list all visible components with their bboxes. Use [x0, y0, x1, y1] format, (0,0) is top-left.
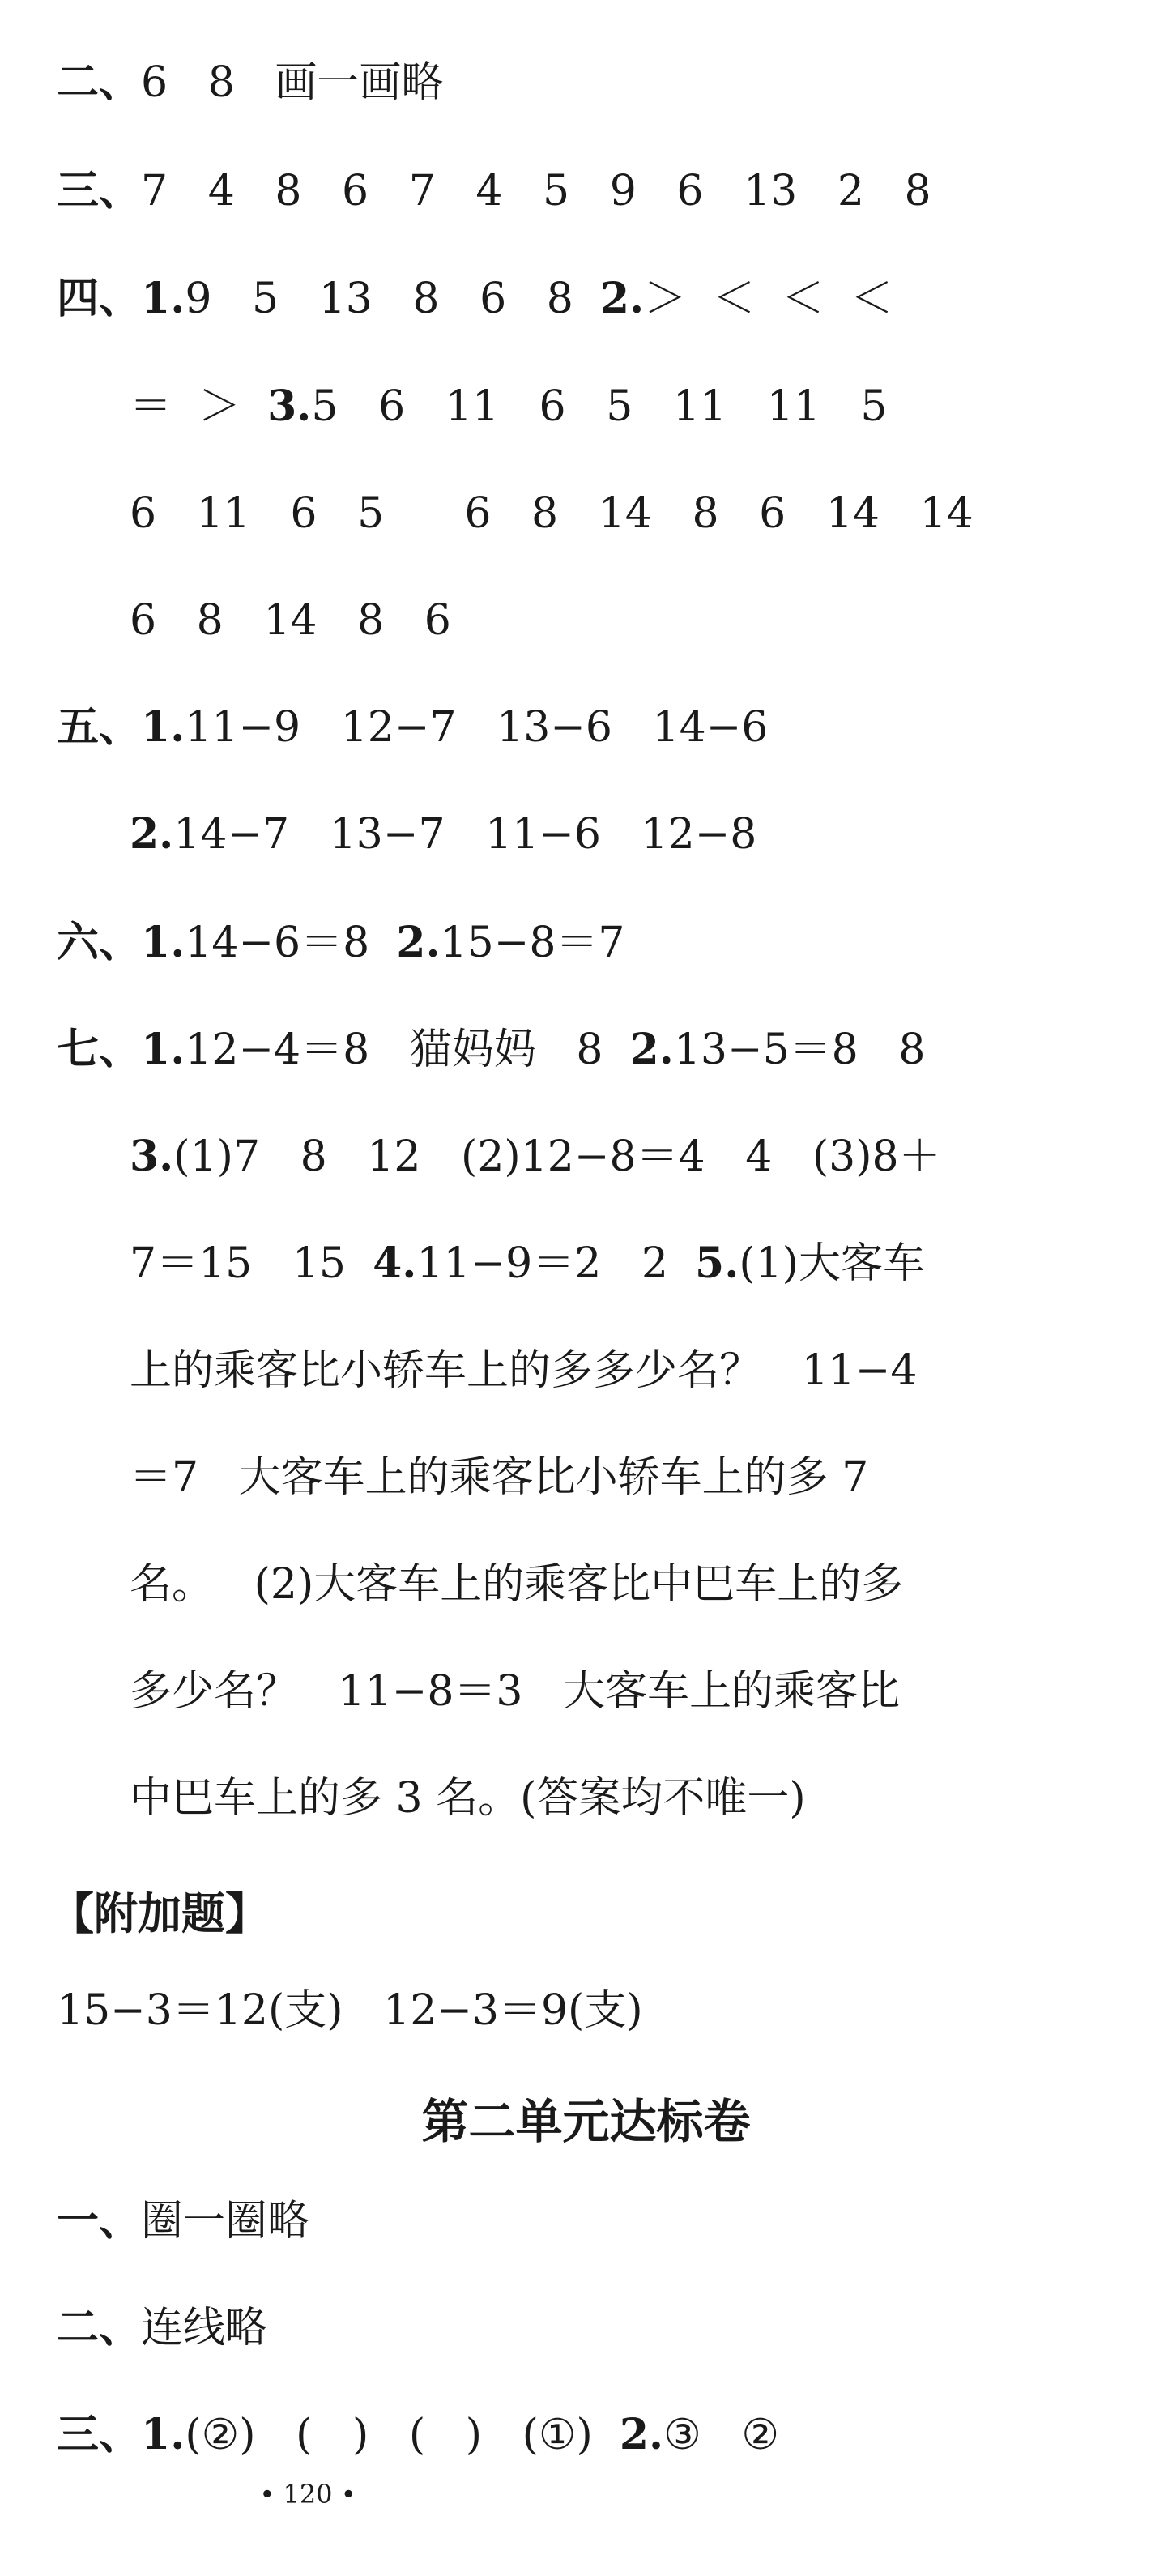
answer-line-sec7-cont	[130, 1560, 904, 1609]
question-number: 4.	[373, 1239, 417, 1288]
unit-title: 第二单元达标卷	[421, 2094, 751, 2149]
answer-text: 14−7 13−7 11−6 12−8	[173, 810, 757, 859]
section-label: 七、	[57, 1025, 142, 1074]
answer-text: 9 5 13 8 6 8	[185, 275, 600, 323]
question-number: 2.	[396, 918, 441, 967]
answer-text: 11−9 12−7 13−6 14−6	[185, 703, 769, 752]
answer-line-sec2	[57, 58, 444, 107]
section-label: 五、	[57, 702, 142, 752]
answer-line-sec7-cont	[130, 1667, 901, 1716]
answer-text: 7＝15 15	[130, 1239, 373, 1288]
answer-text: 6 8 14 8 6	[130, 596, 451, 645]
answer-line-sec4-cont	[130, 489, 974, 538]
answer-text: 多少名？ 11−8＝3 大客车上的乘客比	[130, 1667, 901, 1716]
answer-text: 12−4＝8 猫妈妈 8	[185, 1026, 630, 1074]
section-label: 二、	[57, 58, 142, 107]
question-number: 2.	[629, 1025, 674, 1074]
answer-line-sec3	[57, 166, 931, 215]
answer-line-sec7-cont	[130, 1239, 925, 1288]
answer-text: (1)大客车	[739, 1239, 925, 1288]
answer-text: 圈一圈略	[141, 2197, 310, 2245]
answer-text: ＞ ＜ ＜ ＜	[644, 275, 893, 323]
answer-line-sec7	[57, 1025, 926, 1074]
answer-line-sec4-cont	[130, 596, 451, 645]
section-label: 六、	[57, 918, 142, 967]
answer-line-sec7-cont	[130, 1453, 869, 1502]
question-number: 2.	[130, 809, 174, 859]
answer-text: 名。 (2)大客车上的乘客比中巴车上的多	[130, 1560, 904, 1609]
answer-text: 14−6＝8	[185, 919, 397, 967]
answer-text: 中巴车上的多 3 名。(答案均不唯一)	[130, 1774, 806, 1823]
question-number: 1.	[141, 918, 185, 967]
answer-text: 11−9＝2 2	[416, 1239, 696, 1288]
question-number: 2.	[619, 2410, 664, 2459]
answer-text: 13−5＝8 8	[673, 1026, 926, 1074]
question-number: 1.	[141, 2410, 185, 2459]
answer-text: ③ ②	[663, 2411, 779, 2459]
answer-text: 6 11 6 5 6 8 14 8 6 14 14	[130, 489, 974, 538]
question-number: 1.	[141, 274, 185, 323]
question-number: 5.	[695, 1239, 739, 1288]
extra-heading: 【附加题】	[50, 1888, 269, 1939]
answer-line-sec7-cont	[130, 1774, 806, 1823]
answer-text: 6 8 画一画略	[141, 58, 444, 107]
answer-line-sec4	[57, 274, 893, 323]
answer-text: ＝ ＞	[130, 382, 268, 431]
answer-text: 上的乘客比小轿车上的多多少名？ 11−4	[130, 1346, 918, 1395]
question-number: 3.	[267, 382, 312, 431]
unit2-answer-line-3	[57, 2410, 779, 2459]
question-number: 1.	[141, 702, 185, 752]
answer-line-sec5	[57, 702, 769, 752]
question-number: 3.	[130, 1132, 174, 1181]
answer-line-sec4-cont	[130, 382, 888, 431]
answer-text: 7 4 8 6 7 4 5 9 6 13 2 8	[141, 167, 931, 215]
extra-answer-line: 15−3＝12(支) 12−3＝9(支)	[57, 1986, 643, 2035]
question-number: 2.	[599, 274, 645, 323]
answer-text: 5 6 11 6 5 11 11 5	[311, 382, 888, 431]
answer-line-sec7-cont	[130, 1132, 941, 1181]
question-number: 1.	[141, 1025, 185, 1074]
answer-text: (②) ( ) ( ) (①)	[185, 2411, 620, 2459]
answer-text: (1)7 8 12 (2)12−8＝4 4 (3)8＋	[173, 1132, 941, 1181]
unit2-answer-line-1	[57, 2196, 310, 2245]
answer-text: 连线略	[141, 2304, 268, 2352]
section-label: 一、	[57, 2196, 142, 2245]
section-label: 四、	[57, 274, 142, 323]
answer-text: ＝7 大客车上的乘客比小轿车上的多 7	[130, 1453, 869, 1502]
answer-line-sec7-cont	[130, 1346, 918, 1395]
section-label: 三、	[57, 2410, 142, 2459]
unit2-answer-line-2	[57, 2303, 268, 2352]
answer-text: 15−8＝7	[440, 919, 625, 967]
section-label: 三、	[57, 166, 142, 215]
page-number: • 120 •	[259, 2479, 356, 2510]
answer-line-sec6	[57, 918, 625, 967]
answer-line-sec5-cont	[130, 809, 757, 859]
section-label: 二、	[57, 2303, 142, 2352]
